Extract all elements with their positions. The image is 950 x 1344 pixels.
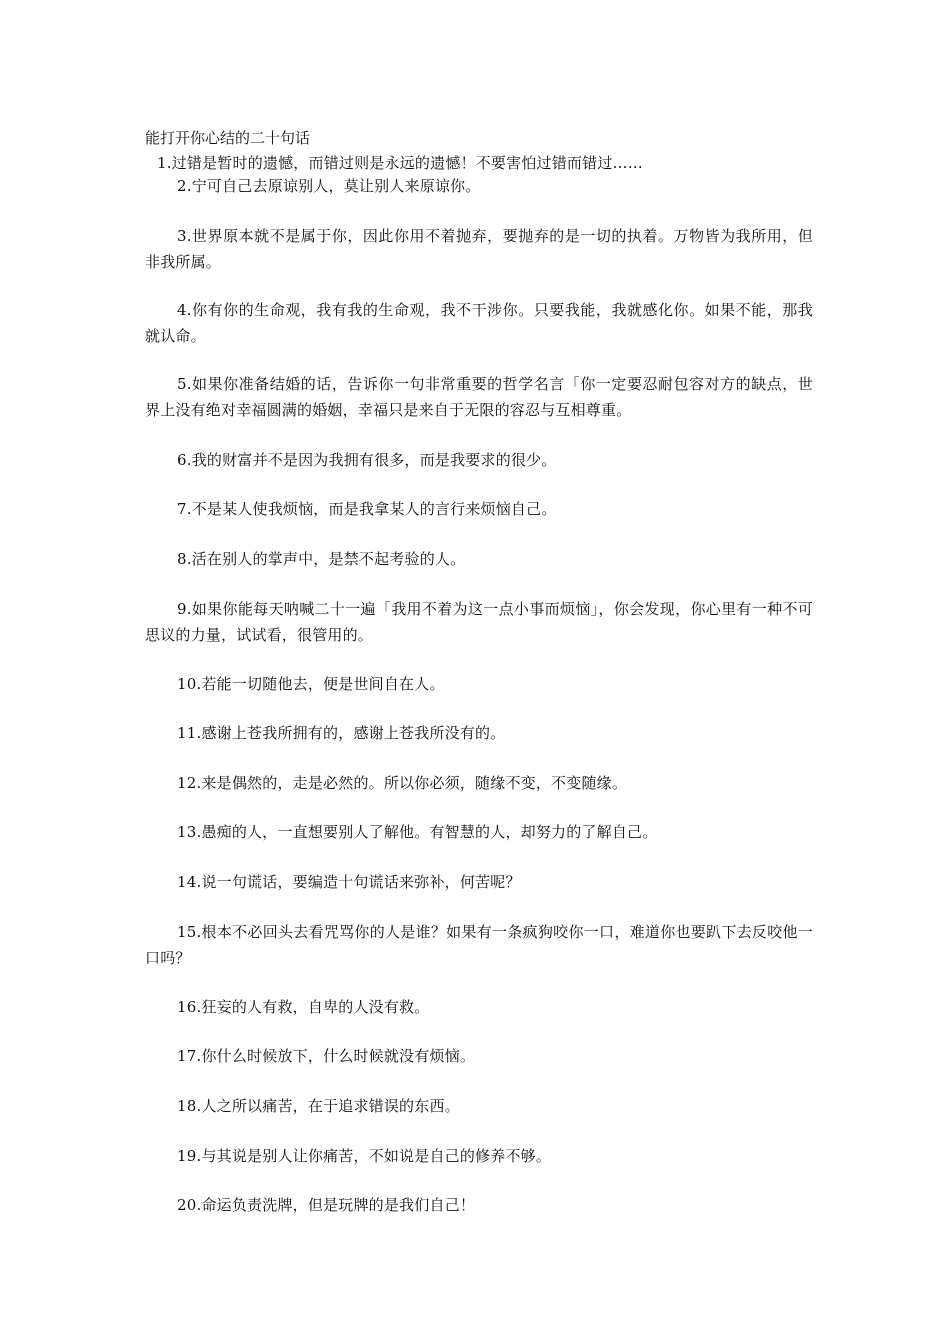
saying-10: 10.若能一切随他去，便是世间自在人。: [177, 675, 445, 693]
saying-17: 17.你什么时候放下，什么时候就没有烦恼。: [177, 1047, 476, 1065]
saying-4: 4.你有你的生命观，我有我的生命观，我不干涉你。只要我能，我就感化你。如果不能，那我就认命。: [145, 301, 813, 345]
saying-16: 16.狂妄的人有救，自卑的人没有救。: [177, 998, 430, 1016]
saying-2: 2.宁可自己去原谅别人，莫让别人来原谅你。: [177, 177, 481, 195]
saying-8: 8.活在别人的掌声中，是禁不起考验的人。: [177, 550, 466, 568]
saying-5: 5.如果你准备结婚的话，告诉你一句非常重要的哲学名言「你一定要忍耐包容对方的缺点，世界上没有绝对幸福圆满的婚姻，幸福只是来自于无限的容忍与互相尊重。: [145, 375, 813, 419]
saying-15: 15.根本不必回头去看咒骂你的人是谁？如果有一条疯狗咬你一口，难道你也要趴下去反咬他一口吗？: [145, 923, 813, 967]
saying-11: 11.感谢上苍我所拥有的，感谢上苍我所没有的。: [177, 724, 506, 742]
saying-20: 20.命运负责洗牌，但是玩牌的是我们自己！: [177, 1196, 476, 1214]
saying-1: 1.过错是暂时的遗憾，而错过则是永远的遗憾！不要害怕过错而错过……: [157, 154, 643, 172]
saying-3: 3.世界原本就不是属于你，因此你用不着抛弃，要抛弃的是一切的执着。万物皆为我所用，但 非我所属。: [145, 227, 813, 271]
saying-19: 19.与其说是别人让你痛苦，不如说是自己的修养不够。: [177, 1147, 552, 1165]
saying-7: 7.不是某人使我烦恼，而是我拿某人的言行来烦恼自己。: [177, 500, 557, 518]
saying-6: 6.我的财富并不是因为我拥有很多，而是我要求的很少。: [177, 451, 557, 469]
saying-13: 13.愚痴的人，一直想要别人了解他。有智慧的人，却努力的了解自己。: [177, 823, 658, 841]
document-title: 能打开你心结的二十句话: [145, 129, 311, 147]
saying-12: 12.来是偶然的，走是必然的。所以你必须，随缘不变，不变随缘。: [177, 774, 628, 792]
saying-18: 18.人之所以痛苦，在于追求错误的东西。: [177, 1097, 460, 1115]
saying-9: 9.如果你能每天呐喊二十一遍「我用不着为这一点小事而烦恼」，你会发现，你心里有一种不可思议的力量，试试看，很管用的。: [145, 600, 813, 644]
saying-14: 14.说一句谎话，要编造十句谎话来弥补，何苦呢？: [177, 873, 521, 891]
